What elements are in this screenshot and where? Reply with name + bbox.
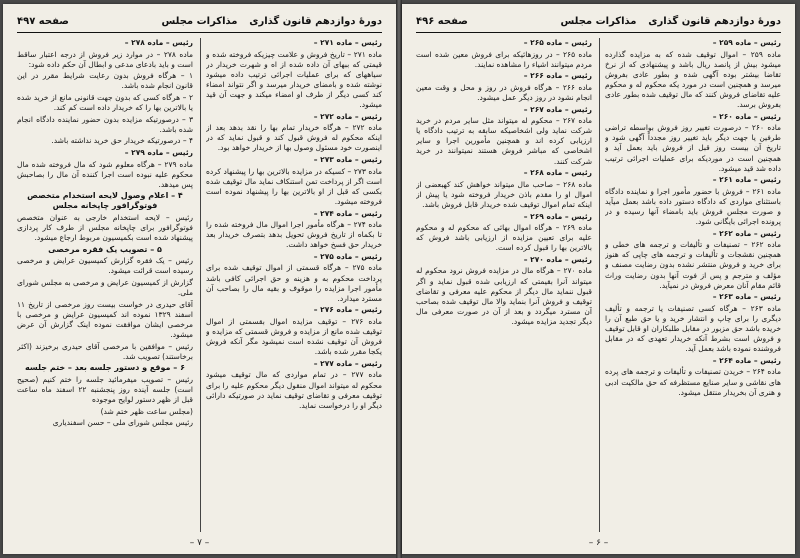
article-text: ماده ۲۶۴ – خریدن تصنیفات و تألیفات و ترجمه های پرده های نقاشی و سایر صنایع مستظرفه که حق مالکیت ادبی و هنری آن بخریدار منتقل میشود.: [605, 367, 781, 397]
section-heading: ۶ – موقع و دستور جلسه بعد – ختم جلسه: [25, 363, 185, 373]
article-text: ماده ۲۶۸ – صاحب مال میتواند خواهش کند کهبعضی از اموال او را مقدم باذن خریدار فروخته شود یا پیش از اینکه تمام اموال توقیف شده خریدار قابل فروش باشد.: [416, 179, 592, 209]
page-number: صفحه ۴۹۷: [17, 16, 69, 27]
article-text: ماده ۲۶۵ – در روزهائیکه برای فروش معین شده است مردم میتوانند اشیاء را مشاهده نمایند.: [416, 49, 592, 69]
article-heading: رئیس – ماده ۲۶۶ –: [523, 71, 592, 81]
left-column: [17, 38, 193, 532]
page-folio: – ۷ –: [189, 538, 210, 548]
article-heading: رئیس – ماده ۲۶۴ –: [712, 355, 781, 365]
article-text: ماده ۲۶۷ – محکوم له میتواند مثل سایر مردم در خرید شرکت نماید ولی اشخاصیکه سابقه به ترتیب دادگاه یا ارزیابی کرده اند و همچنین مأمورین اجرا و سایر اشخاصی که مباشر فروش هستند نمیتوانند در خرید شرکت کنند.: [416, 116, 592, 166]
section-title: مذاکرات مجلس: [161, 16, 238, 27]
article-text: آقای حیدری در خواست بیست روز مرخصی از تاریخ ۱۱ اسفند ۱۳۲۹ نموده اند کمیسیون عرایض و مرخصی با مرخصی ایشان موافقت نموده اینک گزارش آن عرض میشود.: [17, 299, 193, 340]
article-heading: رئیس – ماده ۲۷۵ –: [313, 251, 382, 261]
article-text: ۲ – هرگاه کسی که بدون جهت قانونی مانع از خرید شده یا بالاترین بها را که خریدار داده است کم کند.: [17, 92, 193, 113]
article-text: ماده ۲۷۱ – تاریخ فروش و علامت چیزیکه فروخته شده و قیمتی که ببهای آن داده شده از اه و شهرت خریدار در سیاههای که برای عملیات اجرائی ترتیب داده میشود نوشته شده و بامضای خریدار میرسد و اگر نتواند امضاء کند کسی دیگر از طرف او امضاء میکند و جهت آن قید میشود.: [206, 49, 382, 110]
section-heading: ۴ – اعلام وصول لایحه استخدام متخصص فوتوگرافور چاپخانه مجلس: [27, 191, 183, 211]
article-heading: رئیس – ماده ۲۶۱ –: [712, 175, 781, 185]
right-page-header: [416, 14, 781, 33]
article-heading: رئیس – ماده ۲۶۵ –: [523, 38, 592, 47]
article-heading: رئیس – ماده ۲۶۷ –: [523, 104, 592, 114]
right-column: [605, 38, 781, 532]
article-heading: رئیس – ماده ۲۷۸ –: [124, 38, 193, 47]
article-heading: رئیس – ماده ۲۷۳ –: [313, 155, 382, 165]
article-text: ماده ۲۷۲ – هرگاه خریدار تمام بها را نقد بدهد بعد از اینکه محکوم له فروش قبول کند و قبول نماید که در اینصورت خود مسئول وصول بها از خریدار خواهد بود.: [206, 123, 382, 153]
article-text: رئیس – لایحه استخدام خارجی به عنوان متخصص فوتوگرافور برای چاپخانه مجلس از طرف کار پردازی پیشنهاد شده است بکمیسیون مربوط ارجاع میشود.: [17, 213, 193, 243]
article-text: گزارش از کمیسیون عرایض و مرخصی به مجلس شورای ملی.: [17, 278, 193, 298]
article-text: ماده ۲۶۹ – هرگاه اموال بهائی که محکوم له و محکوم علیه برای تعیین مزایده از ارزیابی باشد فروش که بالاترین بها را قبول کرده است.: [416, 223, 592, 253]
left-column: [416, 38, 592, 532]
article-heading: رئیس – ماده ۲۷۴ –: [313, 208, 382, 218]
article-text: ماده ۲۷۵ – هرگاه قسمتی از اموال توقیف شده برای پرداخت محکوم به و هزینه و حق اجرائی کافی باشد مأمور اجرا مزایده را موقوف و بقیه مال را بصاحب آن مسترد میدارد.: [206, 263, 382, 303]
article-heading: رئیس – ماده ۲۷۶ –: [313, 305, 382, 315]
journal-title: دورهٔ دوازدهم قانون گذاری: [249, 16, 382, 27]
article-heading: رئیس – ماده ۲۵۹ –: [712, 38, 781, 47]
article-text: رئیس – تصویب میفرمائید جلسه را ختم کنیم (صحیح است) جلسه آینده روز پنجشنبه ۲۲ اسفند ماه ساعت قبل از ظهر دستور لوایح موجوده: [17, 374, 193, 405]
article-text: ماده ۲۶۰ – درصورت تغییر روز فروش بواسطه تراضی طرفین یا جهت دیگر باید تغییر روز مجدداً آگهی شود و تاریخ آن بیست روز قبل از فروش باید بعمل آید و همچنین است در موردیکه برای عملیات اجرائی ترتیب داده شد قید میشود.: [605, 123, 781, 173]
left-page: [3, 4, 396, 554]
article-heading: رئیس – ماده ۲۷۱ –: [313, 38, 382, 47]
article-text: ماده ۲۷۰ – هرگاه مال در مزایده فروش نرود محکوم له میتواند آنرا بقیمتی که ارزیابی شده قبول نماید و اگر قبول ننماید مال دیگر از محکوم علیه معرفی و تقاضای توقیف و فروش آنرا بنماید والا مال توقیف شده بصاحب آن مسترد میگردد و بعد از آن در صورت معرفی مال دیگر تجدید مزایده میشود.: [416, 266, 592, 326]
article-text: ماده ۲۷۶ – توقیف مزایده اموال بقسمتی از اموال توقیف شده مانع از مزایده و فروش قسمتی که مزایده و فروش آن توقیف نشده است نمیشود مگر آنکه فروش یکجا مقرر شده باشد.: [206, 316, 382, 357]
article-text: ماده ۲۶۶ – هرگاه فروش در روز و محل و وقت معین انجام نشود در روز دیگر عمل میشود.: [416, 82, 592, 102]
article-heading: رئیس – ماده ۲۷۲ –: [313, 111, 382, 121]
article-heading: رئیس – ماده ۲۶۰ –: [712, 111, 781, 121]
left-page-header: [17, 14, 382, 33]
article-heading: رئیس – ماده ۲۶۸ –: [523, 168, 592, 178]
column-divider: [200, 38, 201, 532]
article-text: رئیس – موافقین با مرخصی آقای حیدری برخیزند (اکثر برخاستند) تصویب شد.: [17, 341, 193, 361]
section-heading: ۵ – تصویب یک فقره مرخصی: [48, 244, 162, 254]
article-text: ماده ۲۵۹ – اموال توقیف شده که به مزایده گذارده میشود بیش از پانصد ریال باشد و پیشنهادی که از نرخ تقاضا بیشتر بوده آگهی شده و بطور عادی بفروش میرسد و همچنین است در مورد یکه محکوم له و محکوم علیه تقاضای فروش کنند که مال توقیف شده بطور عادی بفروش برسد.: [605, 49, 781, 110]
article-text: رئیس – یک فقره گزارش کمیسیون عرایض و مرخصی رسیده است قرائت میشود.: [17, 256, 193, 276]
article-text: ماده ۲۶۲ – تصنیفات و تألیفات و ترجمه های خطی و همچنین نقشجات و تألیفات و ترجمه های چاپی که هنوز برای خرید و فروش منتشر نشده بدون رضایت مصنف و مؤلف و مترجم و پس از فوت آنها بدون رضایت وراث قائم مقام آنان معرض فروش در نمیآید.: [605, 240, 781, 290]
page-folio: – ۶ –: [588, 538, 609, 548]
article-text: ماده ۲۷۸ – در موارد زیر فروش از درجه اعتبار ساقط است و باید بادعای مدعی و ابطال آن حکم داده شود:: [17, 49, 193, 69]
article-text: ۴ – درصورتیکه خریدار حق خرید نداشته باشد.: [51, 136, 193, 146]
article-text: ماده ۲۷۴ – هرگاه مأمور اجرا اموال مال فروخته شده را تا بکماه از تاریخ فروش تحویل بدهد بتصرف خریدار بعد خریدار حق فسخ خواهد داشت.: [206, 220, 382, 250]
article-text: ماده ۲۶۳ – هرگاه کسی تصنیفات یا ترجمه و تألیف دیگری را برای چاپ و انتشار خرید و یا حق طبع آن را خریده باشد حق مزبور در مقابل طلبکاران او قابل توقیف و فروش است بشرط آنکه خریدار تعهدی که در مقابل فروشنده نموده باشد بعمل آید.: [605, 303, 781, 354]
article-text: ماده ۲۷۳ – کسیکه در مزایده بالاترین بها را پیشنهاد کرده است اگر از پرداخت تمن استنکاف نماید مال توقیف شده بکسی که قبل از او بالاترین بها را پیشنهاد نموده است فروخته میشود.: [206, 166, 382, 206]
article-heading: رئیس – ماده ۲۷۰ –: [523, 254, 592, 264]
article-heading: رئیس – ماده ۲۶۹ –: [523, 211, 592, 221]
article-heading: رئیس – ماده ۲۶۳ –: [712, 292, 781, 302]
article-text: رئیس مجلس شورای ملی – حسن اسفندیاری: [52, 418, 193, 428]
column-divider: [599, 38, 600, 532]
right-page: [402, 4, 795, 554]
article-text: ماده ۲۷۷ – در تمام مواردی که مال توقیف میشود محکوم له میتواند اموال منقول دیگر محکوم علیه را برای توقیف معرفی و تقاضای توقیف نماید در صورتیکه دارائی دیگر او را درخواست نماید.: [206, 370, 382, 410]
article-text: ۳ – درصورتیکه مزایده بدون حضور نماینده دادگاه انجام شده باشد.: [17, 114, 193, 134]
article-text: (مجلس ساعت ظهر ختم شد): [100, 406, 193, 416]
article-text: ماده ۲۷۹ – هرگاه معلوم شود که مال فروخته شده مال محکوم علیه نبوده است اجرا کننده آن مال را بصاحبش پس میدهد.: [17, 159, 193, 189]
article-heading: رئیس – ماده ۲۷۹ –: [124, 147, 193, 157]
right-page-columns: [416, 38, 781, 532]
article-heading: رئیس – ماده ۲۷۷ –: [313, 358, 382, 368]
journal-title: دورهٔ دوازدهم قانون گذاری: [648, 16, 781, 27]
article-text: ماده ۲۶۱ – فروش با حضور مأمور اجرا و نماینده دادگاه باستثنای مواردی که دادگاه دستور داده باشد بعمل میآید و صورت مجلس فروش باید بامضاء آنها رسیده و در پرونده اجرائی بایگانی شود.: [605, 186, 781, 227]
right-column: [206, 38, 382, 532]
article-text: ۱ – هرگاه فروش بدون رعایت شرایط مقرر در این قانون انجام شده باشد.: [17, 71, 193, 91]
article-heading: رئیس – ماده ۲۶۲ –: [712, 228, 781, 238]
left-page-columns: [17, 38, 382, 532]
section-title: مذاکرات مجلس: [560, 16, 637, 27]
page-number: صفحه ۴۹۶: [416, 16, 468, 27]
